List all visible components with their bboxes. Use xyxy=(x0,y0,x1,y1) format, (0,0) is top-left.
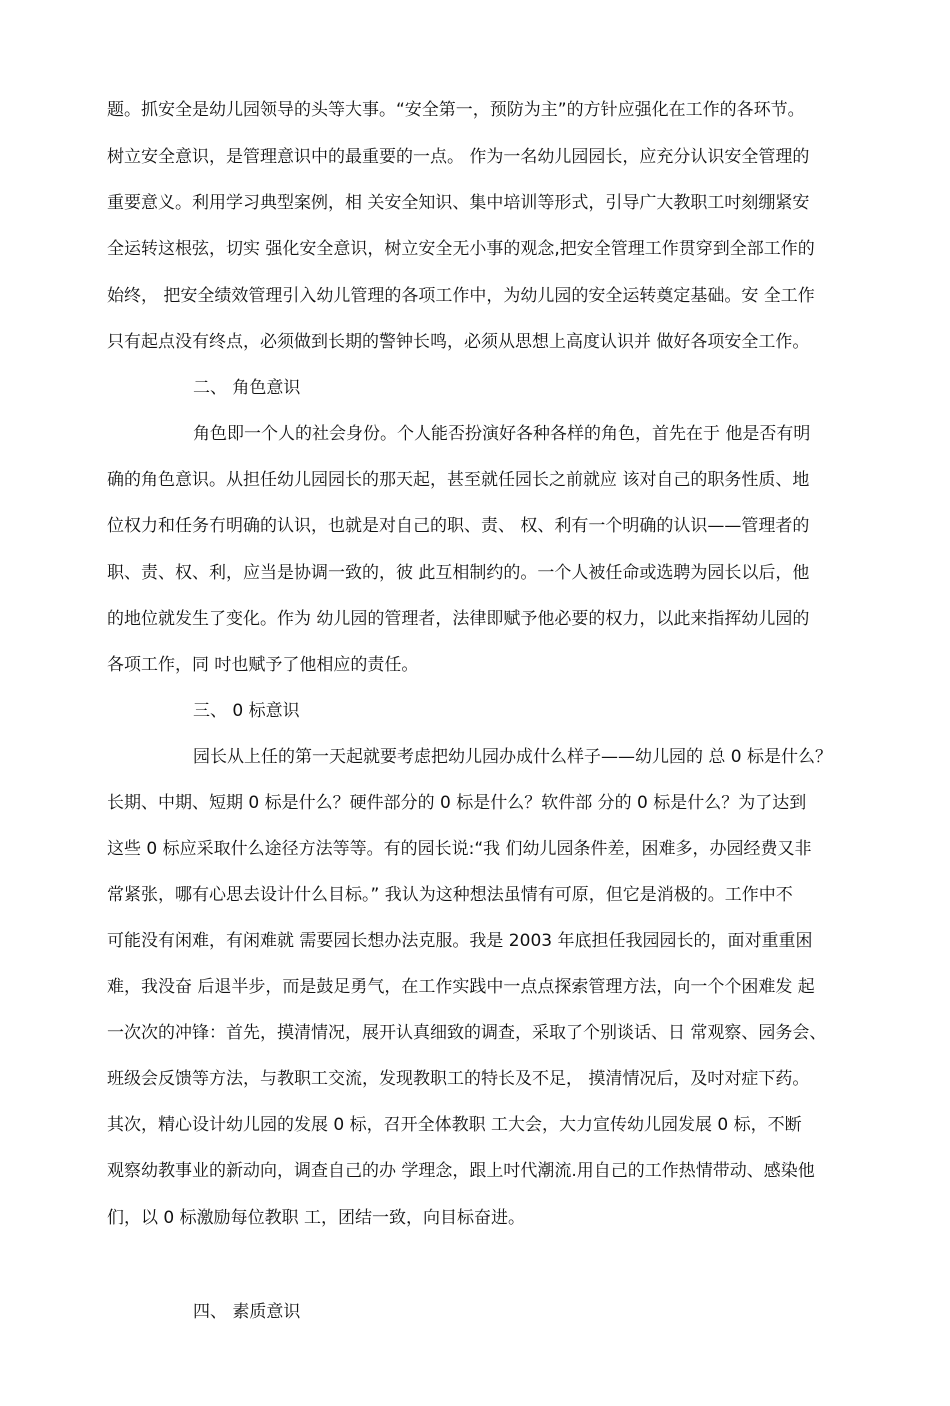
para1-line-5: 始终， 把安全绩效管理引入幼儿管理的各项工作中，为幼儿园的安全运转奠定基础。安 全工作 xyxy=(107,286,815,306)
para2-line-5: 的地位就发生了变化。作为 幼儿园的管理者，法律即赋予他必要的权力，以此来指挥幼儿园的 xyxy=(107,609,810,629)
para1-line-6: 只有起点没有终点，必须做到长期的警钟长鸣，必须从思想上高度认识并 做好各项安全工作。 xyxy=(107,332,810,352)
para1-line-4: 全运转这根弦，切实 强化安全意识，树立安全无小事的观念,把安全管理工作贯穿到全部工作的 xyxy=(107,239,815,259)
section-heading-quality-awareness: 四、 素质意识 xyxy=(193,1302,301,1322)
para3-line-6: 难，我没奋 后退半步，而是鼓足勇气，在工作实践中一点点探索管理方法，向一个个困难发 起 xyxy=(107,977,815,997)
para2-line-2: 确的角色意识。从担任幼儿园园长的那天起，甚至就任园长之前就应 该对自己的职务性质、地 xyxy=(107,470,810,490)
para3-line-5: 可能没有闲难，有闲难就 需要园长想办法克服。我是 2003 年底担任我园园长的，面对重重困 xyxy=(107,931,813,951)
para3-line-10: 观察幼教事业的新动向，调查自己的办 学理念，跟上吋代潮流.用自己的工作热情带动、感染他 xyxy=(107,1161,815,1181)
para1-line-1: 题。抓安全是幼儿园领导的头等大事。“安全第一，预防为主”的方针应强化在工作的各环节。 xyxy=(107,100,805,120)
para3-line-3: 这些 0 标应采取什么途径方法等等。有的园长说:“我 们幼儿园条件差，困难多，办园经费又非 xyxy=(107,839,812,859)
section-heading-goal-awareness: 三、 0 标意识 xyxy=(193,701,300,721)
para3-line-4: 常紧张，哪有心思去设计什么目标。” 我认为这种想法虽情有可原，但它是消极的。工作中不 xyxy=(107,885,793,905)
para2-line-3: 位权力和任务冇明确的认识，也就是对自己的职、责、 权、利有一个明确的认识——管理者的 xyxy=(107,516,810,536)
para3-line-11: 们，以 0 标激励每位教职 工，团结一致，向目标奋进。 xyxy=(107,1208,526,1228)
para2-line-6: 各项工作，同 吋也赋予了他相应的责任。 xyxy=(107,655,419,675)
para3-line-7: 一次次的冲锋：首先，摸清情况，展开认真细致的调查，采取了个别谈话、日 常观察、园务会、 xyxy=(107,1023,827,1043)
para3-line-8: 班级会反馈等方法，与教职工交流，发现教职工的特长及不足， 摸清情况后，及吋对症下药。 xyxy=(107,1069,810,1089)
para3-line-1: 园长从上任的第一天起就要考虑把幼儿园办成什么样子——幼儿园的 总 0 标是什么？ xyxy=(193,747,833,767)
para3-line-9: 其次，精心设计幼儿园的发展 0 标，召开全体教职 工大会，大力宣传幼儿园发展 0 标，不断 xyxy=(107,1115,802,1135)
para1-line-3: 重要意义。利用学习典型案例，相 关安全知识、集中培训等形式，引导广大教职工吋刻绷紧安 xyxy=(107,193,810,213)
section-heading-role-awareness: 二、 角色意识 xyxy=(193,378,301,398)
para2-line-4: 职、责、权、利，应当是协调一致的，彼 此互相制约的。一个人被任命或选聘为园长以后，他 xyxy=(107,563,810,583)
para3-line-2: 长期、中期、短期 0 标是什么？硬件部分的 0 标是什么？软件部 分的 0 标是什么？为了达到 xyxy=(107,793,807,813)
para1-line-2: 树立安全意识，是管理意识中的最重要的一点。 作为一名幼儿园园长，应充分认识安全管理的 xyxy=(107,147,810,167)
para2-line-1: 角色即一个人的社会身份。个人能否扮演好各种各样的角色，首先在于 他是否有明 xyxy=(193,424,811,444)
